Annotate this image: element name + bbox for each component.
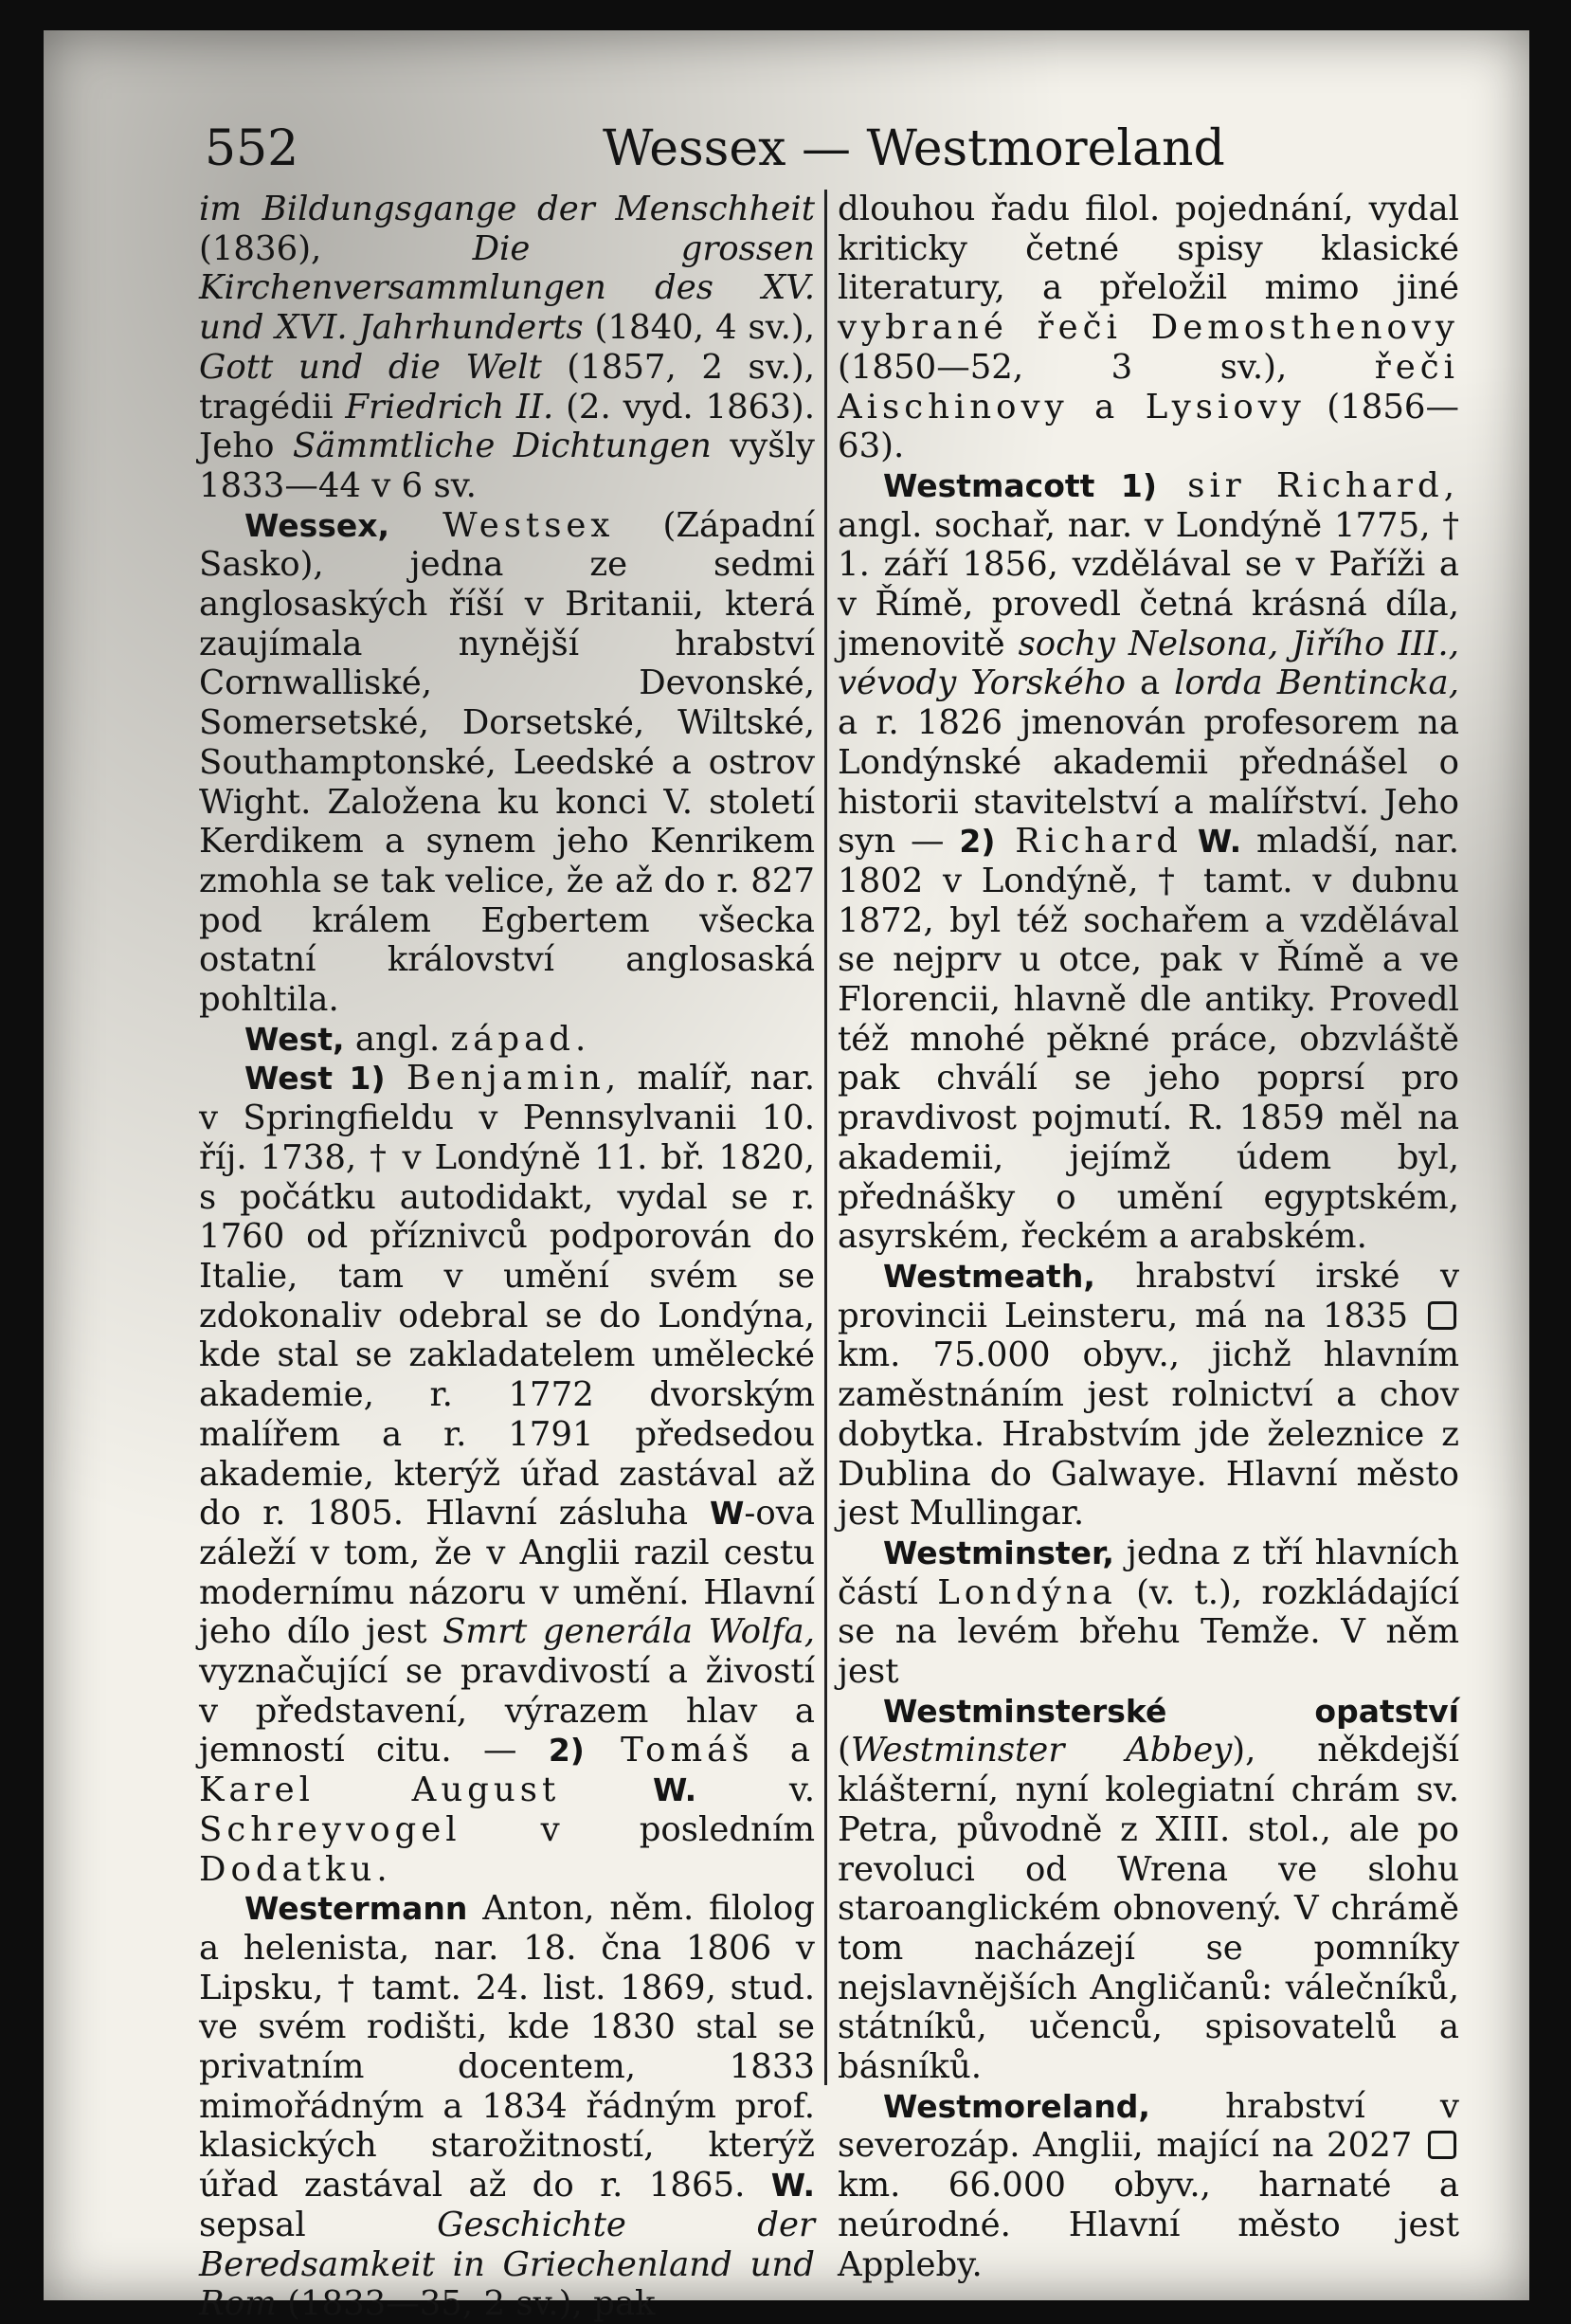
entry-text: ), někdejší klášterní, nyní kolegiatní chrám sv. Petra, původně z XIII. stol., ale po revoluci od Wrena ve slohu staroanglickém obnovený. V chrámě tom nacházejí se pomníky nejslavnějších Angličanů: válečníků, státníků, učenců, spisovatelů a básníků. [838,1731,1459,2087]
headword: Westminsterské opatství [883,1692,1459,1730]
headword: West 1) [244,1060,386,1098]
entry-text: (1836), [199,228,473,268]
headword: Wessex, [244,506,390,544]
spaced-text: Schreyvogel [199,1809,461,1849]
spaced-text: sir Richard, [1156,465,1459,505]
entry-text [1183,822,1198,861]
spaced-text: Richard [995,822,1183,862]
entry-text: sepsal [199,2205,438,2244]
entry-westmacott [838,466,1459,1257]
spaced-text: Dodatku. [199,1849,392,1889]
left-column [199,190,815,2324]
entry-text: (1850—52, 3 sv.), [838,347,1375,387]
spaced-text: Westsex [389,505,615,545]
spaced-text: vybrané řeči Demosthenovy [838,308,1459,348]
entry-text: dlouhou řadu filol. pojednání, vydal kriticky četné spisy klasické literatury, a přeložil mimo jiné [838,190,1459,308]
italic-text: lorda Bentincka, [1174,663,1459,703]
entry-text: (1856—63). [838,387,1459,466]
headword: W. [1197,823,1242,861]
headword: Westmacott 1) [883,466,1157,504]
entry-westmoreland [838,2087,1459,2285]
italic-text: Friedrich II. [345,387,554,427]
headword: Westminster, [883,1534,1114,1571]
italic-text: Westminster Abbey [850,1731,1233,1770]
headword: 2) [548,1732,585,1770]
headword: W. [770,2167,815,2205]
running-title: Wessex — Westmoreland [603,120,1225,177]
italic-text: sochy Nelsona, Jiřího III., vévody Yorského [838,624,1459,703]
italic-text: Sämmtliche Dichtungen [292,427,712,466]
entry-text: (2. vyd. 1863). Jeho [199,387,815,466]
entry-text: v posledním [460,1809,815,1849]
entry-wessex [199,506,815,1020]
entry-text: angl. sochař, nar. v Londýně 1775, † 1. září 1856, vzdělával se v Paříži a v Římě, provedl četná krásná díla, jmenovitě [838,505,1459,663]
entry-text: hrabství v severozáp. Anglii, mající na 2027 [838,2086,1459,2166]
entry-text: vyšly 1833—44 v 6 sv. [199,427,815,505]
column-divider [824,190,827,2085]
headword: W [710,1495,745,1533]
italic-text: Geschichte der Beredsamkeit in Griechenland und Rom [199,2205,815,2324]
entry-text: (1857, 2 sv.), tragédii [199,347,815,427]
entry-text: angl. [344,1019,451,1059]
spaced-text: Tomáš a Karel August [199,1731,815,1810]
entry-text: vyznačující se pravdivostí a živostí v představení, výrazem hlav a jemností citu. — [199,1652,815,1770]
entry-continuation [199,190,815,506]
entry-west [199,1020,815,1060]
italic-text: Die grossen Kirchenversammlungen des XV. und XVI. Jahrhunderts [199,228,815,348]
entry-text: -ova záleží v tom, že v Anglii razil cestu modernímu názoru v umění. Hlavní jeho dílo jest [199,1494,815,1652]
entry-text: Anton, něm. filolog a helenista, nar. 18. čna 1806 v Lipsku, † tamt. 24. list. 1869, stud. ve svém rodišti, kde 1830 stal se privatním docentem, 1833 mimořádným a 1834 řádným prof. klasických starožitností, kterýž úřad zastával až do r. 1865. [199,1889,815,2206]
entry-text: ( [838,1731,851,1770]
entry-west-benjamin [199,1059,815,1889]
entry-text: (1833—35, 2 sv.), pak [276,2284,656,2324]
headword: West, [244,1020,345,1058]
entry-text: a [1125,663,1175,703]
headword: Westermann [244,1890,468,1928]
entry-text: mladší, nar. 1802 v Londýně, † tamt. v dubnu 1872, byl též sochařem a vzdělával se nejprv u otce, pak v Římě a ve Florencii, hlavně dle antiky. Provedl též mnohé pěkné práce, obzvláště pak chválí se jeho poprsí pro pravdivost pojmutí. R. 1859 měl na akademii, jejímž údem byl, přednášky o umění egyptském, asyrském, řeckém a arabském. [838,822,1459,1257]
page-number: 552 [205,120,299,177]
entry-text: (v. t.), rozkládající se na levém břehu Temže. V něm jest [838,1572,1459,1692]
entry-westminster [838,1534,1459,1692]
entry-westmeath [838,1257,1459,1534]
headword: Westmoreland, [883,2087,1150,2125]
square-symbol-icon [1428,2131,1456,2159]
entry-text: (1840, 4 sv.), [583,308,815,348]
spaced-text: Londýna [937,1572,1117,1612]
entry-text: (Západní Sasko), jedna ze sedmi anglosaských říší v Britanii, která zaujímala nynější hrabství Cornwalliské, Devonské, Somersetské, Dorsetské, Wiltské, Southamptonské, Leedské a ostrov Wight. Založena ku konci V. století Kerdikem a synem jeho Kenrikem zmohla se tak velice, že až do r. 827 pod králem Egbertem všecka ostatní království anglosaská pohltila. [199,505,815,1020]
square-symbol-icon [1428,1301,1456,1330]
entry-westermann [199,1889,815,2324]
italic-text: Gott und die Welt [199,347,542,387]
entry-text [560,1770,653,1809]
spaced-text: řeči Aischinovy a Lysiovy [838,347,1459,427]
headword: 2) [959,823,996,861]
italic-text: im Bildungsgange der Menschheit [199,190,815,228]
entry-westermann-continued [838,190,1459,466]
right-column [838,190,1459,2284]
spaced-text: Benjamin, [385,1059,622,1098]
page-header [205,106,1225,191]
headword: Westmeath, [883,1257,1095,1295]
italic-text: Smrt generála Wolfa, [442,1612,815,1652]
entry-text: km. 75.000 obyv., jichž hlavním zaměstnáním jest rolnictví a chov dobytka. Hrabstvím jde železnice z Dublina do Galwaye. Hlavní město jest Mullingar. [838,1335,1459,1534]
entry-text: km. 66.000 obyv., harnaté a neúrodné. Hlavní město jest Appleby. [838,2166,1459,2284]
entry-text: malíř, nar. v Springfieldu v Pennsylvanii 10. říj. 1738, † v Londýně 11. bř. 1820, s počátku autodidakt, vydal se r. 1760 od příznivců podporován do Italie, tam v umění svém se zdokonaliv odebral se do Londýna, kde stal se zakladatelem umělecké akademie, r. 1772 dvorským malířem a r. 1791 předsedou akademie, kterýž úřad zastával až do r. 1805. Hlavní zásluha [199,1059,815,1534]
entry-text: jedna z tří hlavních částí [838,1533,1459,1612]
entry-text: a r. 1826 jmenován profesorem na Londýnské akademii přednášel o historii stavitelství a malířství. Jeho syn — [838,703,1459,862]
entry-text: v. [696,1770,815,1810]
headword: W. [652,1771,697,1809]
entry-text: hrabství irské v provincii Leinsteru, má na 1835 [838,1256,1459,1335]
spaced-text: západ. [450,1019,591,1059]
entry-westminster-abbey [838,1692,1459,2087]
